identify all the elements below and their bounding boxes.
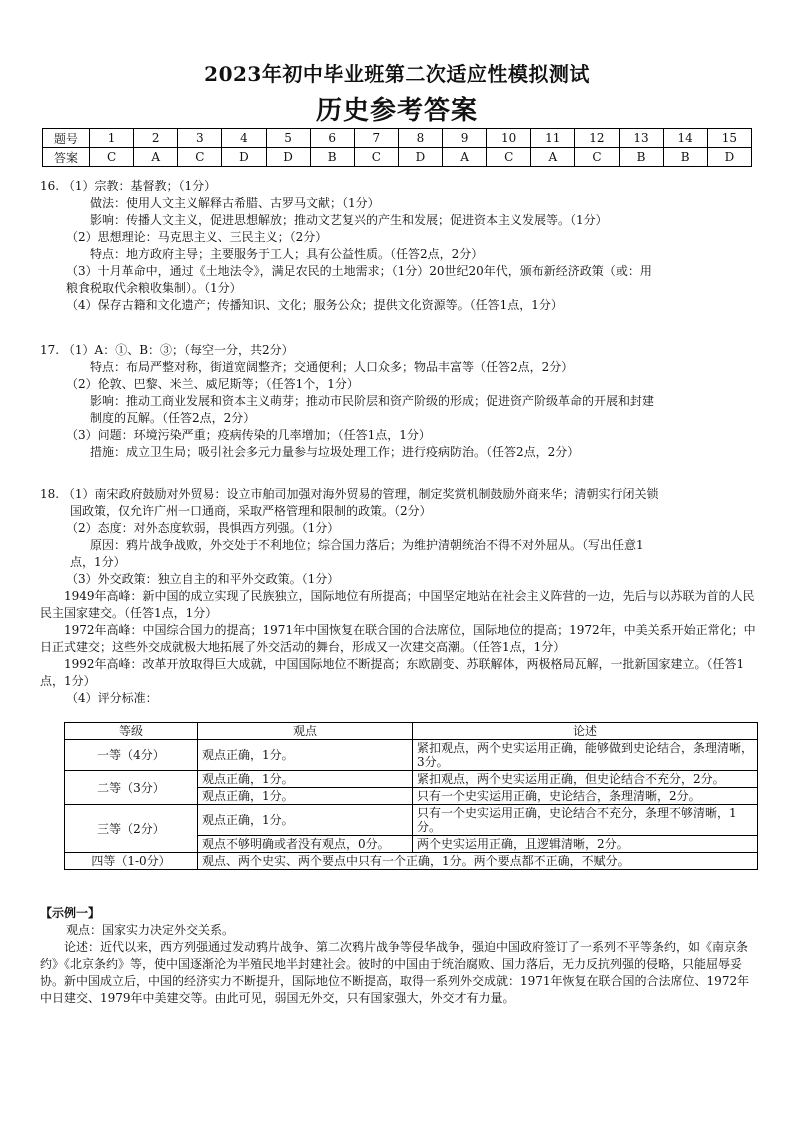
argument-criterion: 只有一个史实运用正确，史论结合不充分，条理不够清晰，1分。 (413, 805, 758, 836)
header-argument: 论述 (413, 723, 758, 740)
answer-cell: C (487, 148, 531, 167)
example-section (40, 905, 760, 1007)
answer-cell: A (443, 148, 487, 167)
question-number: 4 (222, 129, 266, 148)
answer-line: （2）态度：对外态度软弱，畏惧西方列强。（1分） (66, 521, 340, 535)
answer-cell: B (619, 148, 663, 167)
answer-cell: A (531, 148, 575, 167)
view-criterion: 观点正确，1分。 (198, 771, 413, 788)
example-heading: 【示例一】 (40, 906, 101, 920)
answer-paragraph: 1972年高峰：中国综合国力的提高；1971年中国恢复在联合国的合法席位，国际地位的提高；1972年，中美关系开始正常化；中日正式建交；这些外交成就极大地拓展了外交活动的舞台，形成又一次建交高潮。（任答1点，1分） (40, 623, 756, 654)
answer-line: 措施：成立卫生局；吸引社会多元力量参与垃圾处理工作；进行疫病防治。（任答2点，2分） (90, 445, 580, 459)
grade-label: 二等（3分） (65, 771, 198, 805)
answer-line: 点，1分） (70, 555, 126, 569)
question-number: 10 (487, 129, 531, 148)
question-16 (40, 178, 760, 314)
view-criterion: 观点不够明确或者没有观点，0分。 (198, 836, 413, 853)
grade-2-row (65, 771, 758, 788)
question-number: 13 (619, 129, 663, 148)
answer-line: （3）问题：环境污染严重；疫病传染的几率增加；（任答1点，1分） (66, 428, 431, 442)
answer-cell: C (90, 148, 134, 167)
example-view: 观点：国家实力决定外交关系。 (66, 923, 235, 937)
question-number: 15 (707, 129, 751, 148)
answer-title: 历史参考答案 (315, 96, 478, 126)
question-number: 8 (398, 129, 442, 148)
argument-criterion: 两个史实运用正确，且逻辑清晰，2分。 (413, 836, 758, 853)
grade-1-row (65, 740, 758, 771)
scoring-header-row (65, 723, 758, 740)
header-grade: 等级 (65, 723, 198, 740)
question-number: 14 (663, 129, 707, 148)
scoring-table (64, 722, 758, 870)
question-18 (40, 486, 760, 707)
answer-line: 特点：地方政府主导；主要服务于工人；具有公益性质。（任答2点，2分） (90, 247, 484, 261)
question-number: 11 (531, 129, 575, 148)
exam-title: 2023年初中毕业班第二次适应性模拟测试 (204, 62, 590, 86)
question-number: 7 (354, 129, 398, 148)
answer-line: 17. （1）A：①、B：③；（每空一分，共2分） (40, 343, 294, 357)
view-criterion: 观点正确，1分。 (198, 740, 413, 771)
grade-label: 三等（2分） (65, 805, 198, 853)
scoring-standard-label: （4）评分标准： (66, 691, 158, 705)
answer-line: 粮食税取代余粮收集制）。（1分） (66, 281, 242, 295)
question-number: 9 (443, 129, 487, 148)
answer-line: 制度的瓦解。（任答2点，2分） (90, 411, 256, 425)
answer-line: （2）伦敦、巴黎、米兰、威尼斯等；（任答1个，1分） (66, 377, 359, 391)
answer-line: （2）思想理论：马克思主义、三民主义；（2分） (66, 230, 328, 244)
argument-criterion: 紧扣观点，两个史实运用正确，能够做到史论结合，条理清晰，3分。 (413, 740, 758, 771)
answer-paragraph: 1949年高峰：新中国的成立实现了民族独立，国际地位有所提高；中国坚定地站在社会主义阵营的一边，先后与以苏联为首的人民民主国家建交。（任答1点，1分） (40, 589, 755, 620)
answer-row (43, 148, 752, 167)
answer-cell: D (222, 148, 266, 167)
grade-3-row (65, 805, 758, 836)
answer-cell: D (707, 148, 751, 167)
answer-line: （3）十月革命中，通过《土地法令》，满足农民的土地需求；（1分）20世纪20年代，颁布新经济政策（或：用 (66, 264, 652, 278)
row-label: 题号 (43, 129, 90, 148)
answer-line: 原因：鸦片战争战败，外交处于不利地位；综合国力落后；为维护清朝统治不得不对外屈从。（写出任意1 (90, 538, 644, 552)
answer-line: 影响：推动工商业发展和资本主义萌芽；推动市民阶层和资产阶级的形成；促进资产阶级革命的开展和封建 (90, 394, 655, 408)
answer-line: 国政策，仅允许广州一口通商，采取严格管理和限制的政策。（2分） (70, 504, 432, 518)
answer-paragraph: 1992年高峰：改革开放取得巨大成就，中国国际地位不断提高；东欧剧变、苏联解体，两极格局瓦解，一批新国家建立。（任答1点，1分） (40, 657, 745, 688)
question-17 (40, 342, 760, 461)
question-number: 12 (575, 129, 619, 148)
answer-line: （3）外交政策：独立自主的和平外交政策。（1分） (66, 572, 340, 586)
answer-line: 影响：传播人文主义，促进思想解放；推动文艺复兴的产生和发展；促进资本主义发展等。（1分） (90, 213, 608, 227)
view-criterion: 观点正确，1分。 (198, 788, 413, 805)
question-number: 3 (178, 129, 222, 148)
grade-4-criterion: 观点、两个史实、两个要点中只有一个正确，1分。两个要点都不正确，不赋分。 (198, 853, 758, 870)
answer-cell: D (266, 148, 310, 167)
answer-cell: C (575, 148, 619, 167)
answer-cell: B (663, 148, 707, 167)
answer-line: 特点：布局严整对称，街道宽阔整齐；交通便利；人口众多；物品丰富等（任答2点，2分） (90, 360, 574, 374)
question-number: 5 (266, 129, 310, 148)
question-number: 6 (310, 129, 354, 148)
question-number-row (43, 129, 752, 148)
answer-cell: B (310, 148, 354, 167)
grade-4-row (65, 853, 758, 870)
argument-criterion: 紧扣观点，两个史实运用正确，但史论结合不充分，2分。 (413, 771, 758, 788)
answer-line: （4）保存古籍和文化遗产；传播知识、文化；服务公众；提供文化资源等。（任答1点，1分） (66, 298, 563, 312)
argument-criterion: 只有一个史实运用正确，史论结合，条理清晰，2分。 (413, 788, 758, 805)
question-number: 2 (134, 129, 178, 148)
grade-label: 一等（4分） (65, 740, 198, 771)
answer-line: 16. （1）宗教：基督教；（1分） (40, 179, 217, 193)
grade-label: 四等（1-0分） (65, 853, 198, 870)
row-label: 答案 (43, 148, 90, 167)
answer-line: 18. （1）南宋政府鼓励对外贸易：设立市舶司加强对海外贸易的管理，制定奖赏机制鼓励外商来华；清朝实行闭关锁 (40, 487, 659, 501)
answer-cell: A (134, 148, 178, 167)
view-criterion: 观点正确，1分。 (198, 805, 413, 836)
answer-cell: D (398, 148, 442, 167)
answer-line: 做法：使用人文主义解释古希腊、古罗马文献；（1分） (90, 196, 380, 210)
answer-key-table (42, 128, 752, 167)
example-argument: 论述：近代以来，西方列强通过发动鸦片战争、第二次鸦片战争等侵华战争，强迫中国政府签订了一系列不平等条约，如《南京条约》《北京条约》等，使中国逐渐沦为半殖民地半封建社会。彼时的中国由于统治腐败、国力落后，无力反抗列强的侵略，只能屈辱妥协。新中国成立后，中国的经济实力不断提升，国际地位不断提高，取得一系列外交成就：1971年恢复在联合国的合法席位、1972年中日建交、1979年中美建交等。由此可见，弱国无外交，只有国家强大，外交才有力量。 (40, 940, 750, 1005)
question-number: 1 (90, 129, 134, 148)
answer-cell: C (354, 148, 398, 167)
header-view: 观点 (198, 723, 413, 740)
answer-cell: C (178, 148, 222, 167)
